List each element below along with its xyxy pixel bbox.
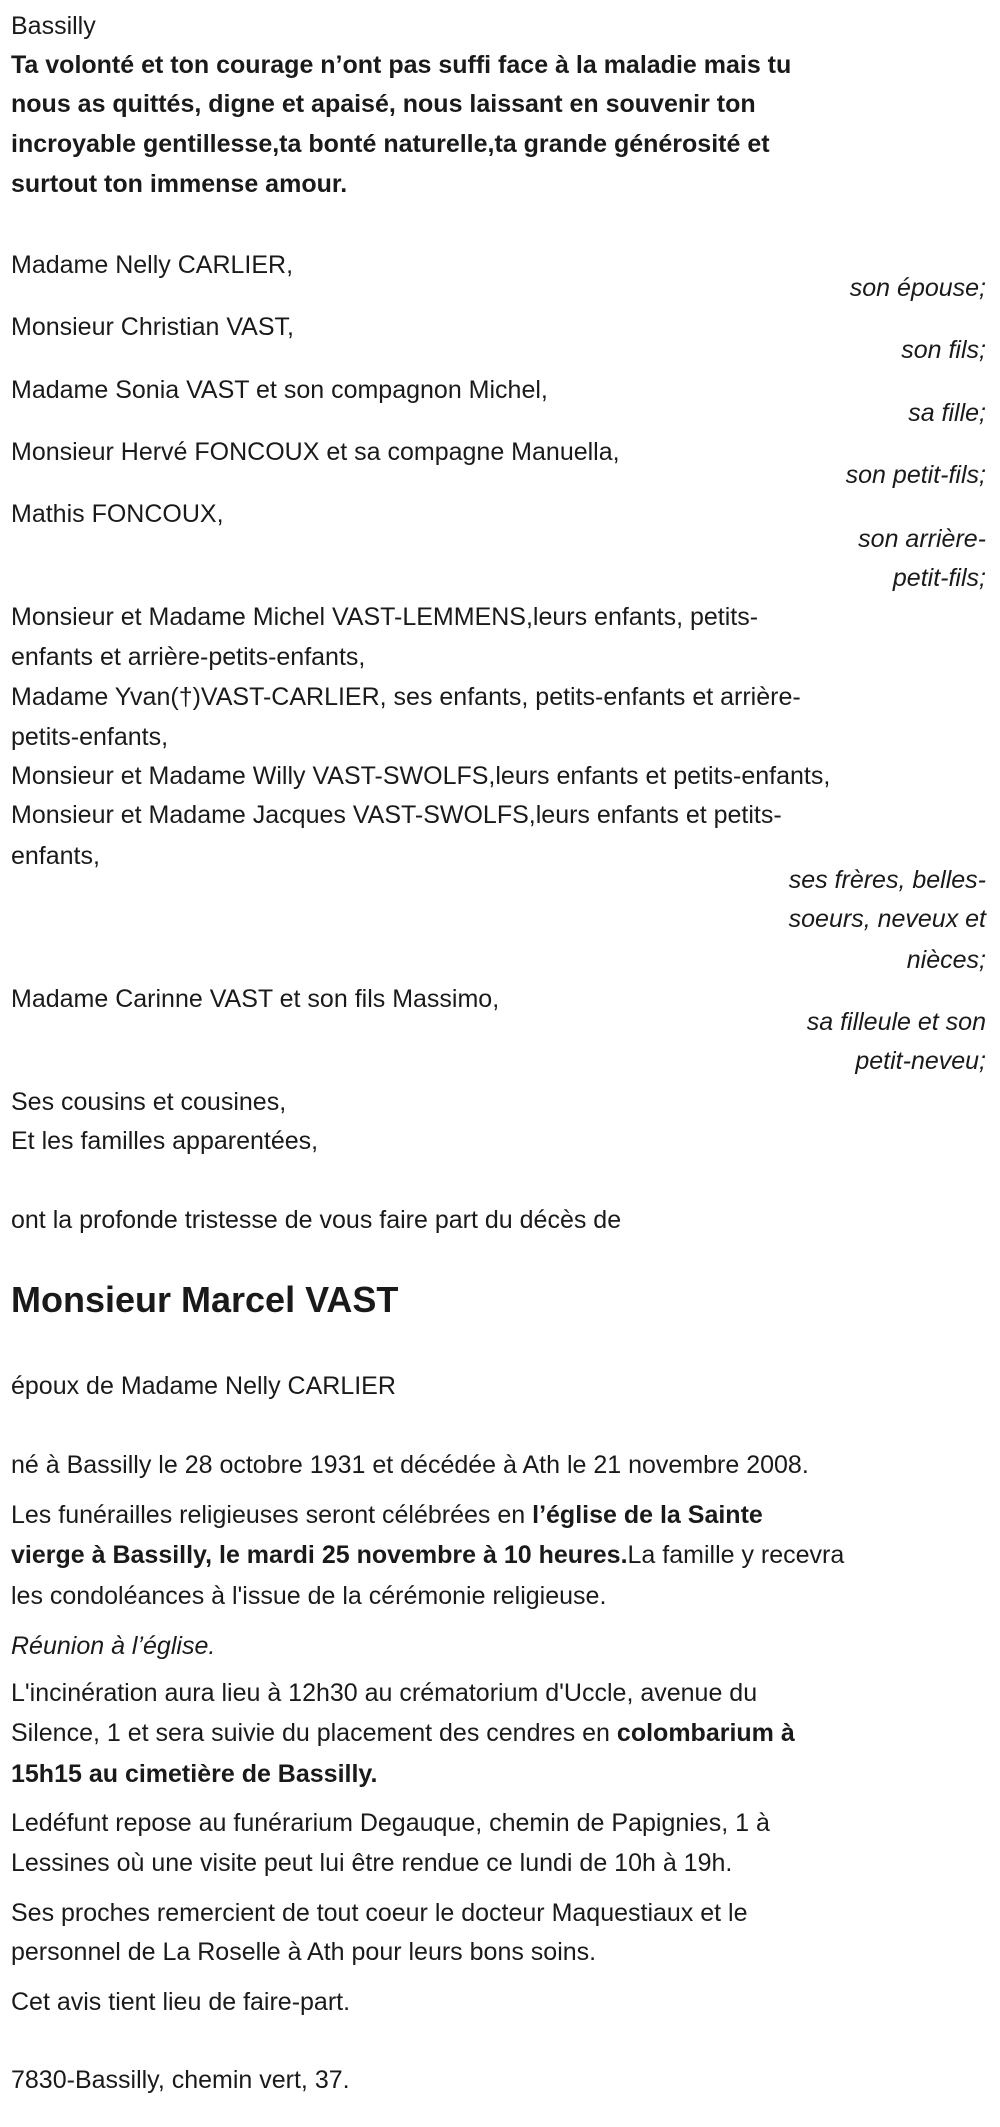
family-name: enfants et arrière-petits-enfants, [11, 643, 366, 671]
family-role: son fils; [901, 336, 986, 364]
family-name: Madame Sonia VAST et son compagnon Michel, [11, 376, 548, 404]
epitaph-line: nous as quittés, digne et apaisé, nous laissant en souvenir ton [11, 90, 756, 118]
cremation-line [11, 1713, 795, 1753]
cremation-highlight: colombarium à [616, 1719, 795, 1747]
family-name: Madame Carinne VAST et son fils Massimo, [11, 985, 500, 1013]
family-name: Madame Yvan(†)VAST-CARLIER, ses enfants, petits-enfants et arrière- [11, 683, 801, 711]
epitaph-line: surtout ton immense amour. [11, 170, 348, 198]
family-role: ses frères, belles- [788, 866, 986, 894]
funeral-datetime: vierge à Bassilly, le mardi 25 novembre à 10 heures. [11, 1541, 628, 1569]
epitaph-line: Ta volonté et ton courage n’ont pas suffi face à la maladie mais tu [11, 51, 792, 79]
intro-text: ont la profonde tristesse de vous faire part du décès de [11, 1206, 622, 1234]
family-name: petits-enfants, [11, 723, 169, 751]
family-role: petit-fils; [892, 564, 986, 592]
family-name: Mathis FONCOUX, [11, 500, 224, 528]
funeral-text: Les funérailles religieuses seront célébrées en [11, 1501, 533, 1529]
birth-death-text: né à Bassilly le 28 octobre 1931 et décédée à Ath le 21 novembre 2008. [11, 1451, 809, 1479]
family-name: Madame Nelly CARLIER, [11, 251, 294, 279]
cremation-text: Silence, 1 et sera suivie du placement des cendres en [11, 1719, 617, 1747]
notice-text: Cet avis tient lieu de faire-part. [11, 1988, 351, 2016]
funeral-text: La famille y recevra [627, 1541, 845, 1569]
deceased-name: Monsieur Marcel VAST [11, 1279, 399, 1320]
funeral-line [11, 1535, 844, 1575]
family-role: sa filleule et son [806, 1008, 986, 1036]
family-role: sa fille; [908, 399, 986, 427]
family-name: enfants, [11, 842, 100, 870]
family-role: nièces; [906, 946, 986, 974]
family-name: Monsieur et Madame Jacques VAST-SWOLFS,leurs enfants et petits- [11, 801, 782, 829]
family-role: petit-neveu; [855, 1047, 986, 1075]
family-name: Monsieur Christian VAST, [11, 313, 294, 341]
others-line: Ses cousins et cousines, [11, 1088, 287, 1116]
others-line: Et les familles apparentées, [11, 1127, 319, 1155]
thanks-line: personnel de La Roselle à Ath pour leurs bons soins. [11, 1938, 597, 1966]
repose-line: Lessines où une visite peut lui être rendue ce lundi de 10h à 19h. [11, 1849, 733, 1877]
place: Bassilly [11, 12, 96, 40]
family-role: son petit-fils; [845, 461, 986, 489]
funeral-line [11, 1495, 763, 1535]
family-name: Monsieur et Madame Michel VAST-LEMMENS,leurs enfants, petits- [11, 603, 759, 631]
family-role: soeurs, neveux et [788, 905, 986, 933]
funeral-location: l’église de la Sainte [532, 1501, 763, 1529]
thanks-line: Ses proches remercient de tout coeur le docteur Maquestiaux et le [11, 1899, 748, 1927]
repose-line: Ledéfunt repose au funérarium Degauque, chemin de Papignies, 1 à [11, 1809, 770, 1837]
cremation-line: L'incinération aura lieu à 12h30 au crématorium d'Uccle, avenue du [11, 1679, 758, 1707]
cremation-line: 15h15 au cimetière de Bassilly. [11, 1760, 378, 1788]
family-role: son épouse; [849, 274, 986, 302]
spouse-text: époux de Madame Nelly CARLIER [11, 1372, 396, 1400]
address-text: 7830-Bassilly, chemin vert, 37. [11, 2066, 350, 2094]
meeting-text: Réunion à l’église. [11, 1632, 216, 1660]
family-role: son arrière- [858, 525, 986, 553]
epitaph-line: incroyable gentillesse,ta bonté naturelle,ta grande générosité et [11, 130, 770, 158]
family-name: Monsieur et Madame Willy VAST-SWOLFS,leurs enfants et petits-enfants, [11, 762, 831, 790]
family-name: Monsieur Hervé FONCOUX et sa compagne Manuella, [11, 438, 620, 466]
funeral-line: les condoléances à l'issue de la cérémonie religieuse. [11, 1582, 607, 1610]
